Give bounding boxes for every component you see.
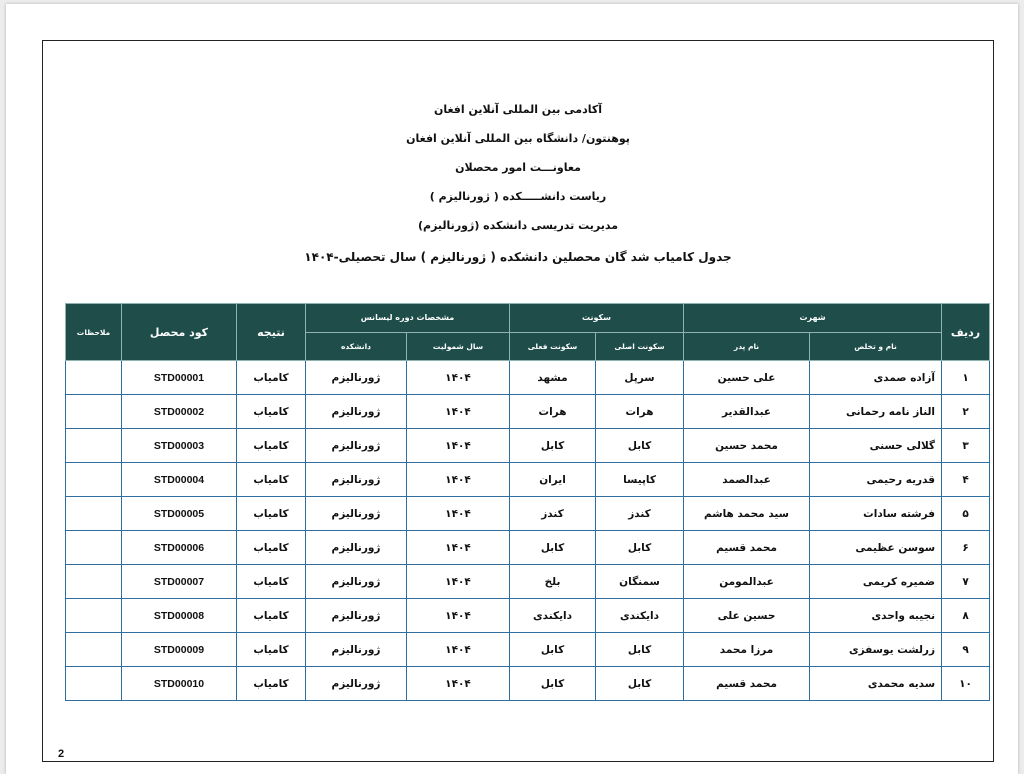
cell-row-number: ۳ [942, 429, 990, 463]
cell-faculty: ژورنالیزم [306, 667, 407, 701]
header-student-code: کود محصل [122, 304, 237, 361]
table-row [66, 531, 990, 565]
cell-father-name: عبدالقدیر [684, 395, 810, 429]
cell-name: الناز نامه رحمانی [810, 395, 942, 429]
cell-current-residence: دایکندی [510, 599, 596, 633]
cell-student-code: STD00009 [122, 633, 237, 667]
cell-original-residence: کابل [596, 667, 684, 701]
cell-name: سدیه محمدی [810, 667, 942, 701]
cell-original-residence: کندز [596, 497, 684, 531]
table-row [66, 633, 990, 667]
cell-enrollment-year: ۱۴۰۴ [407, 361, 510, 395]
header-bachelor: مشخصات دوره لیسانس [306, 304, 510, 333]
table-row [66, 395, 990, 429]
cell-father-name: حسین علی [684, 599, 810, 633]
cell-result: کامیاب [237, 599, 306, 633]
cell-father-name: عبدالصمد [684, 463, 810, 497]
cell-result: کامیاب [237, 565, 306, 599]
cell-notes [66, 599, 122, 633]
cell-current-residence: کندز [510, 497, 596, 531]
cell-row-number: ۲ [942, 395, 990, 429]
cell-result: کامیاب [237, 463, 306, 497]
cell-student-code: STD00001 [122, 361, 237, 395]
graduates-table [65, 303, 990, 701]
cell-notes [66, 361, 122, 395]
cell-row-number: ۸ [942, 599, 990, 633]
cell-result: کامیاب [237, 395, 306, 429]
cell-notes [66, 497, 122, 531]
cell-current-residence: ایران [510, 463, 596, 497]
cell-notes [66, 531, 122, 565]
cell-enrollment-year: ۱۴۰۴ [407, 531, 510, 565]
cell-current-residence: کابل [510, 633, 596, 667]
cell-row-number: ۶ [942, 531, 990, 565]
cell-row-number: ۹ [942, 633, 990, 667]
cell-faculty: ژورنالیزم [306, 361, 407, 395]
cell-student-code: STD00003 [122, 429, 237, 463]
header-result: نتیجه [237, 304, 306, 361]
cell-father-name: مرزا محمد [684, 633, 810, 667]
document-page [6, 4, 1018, 774]
cell-name: گلالی حسنی [810, 429, 942, 463]
cell-faculty: ژورنالیزم [306, 599, 407, 633]
cell-name: فرشته سادات [810, 497, 942, 531]
deputy-title: معاونـــت امور محصلان [455, 161, 581, 174]
faculty-presidency-title: ریاست دانشـــــکده ( ژورنالیزم ) [429, 190, 607, 203]
cell-name: قدریه رحیمی [810, 463, 942, 497]
header-name: نام و تخلص [810, 332, 942, 361]
cell-original-residence: دایکندی [596, 599, 684, 633]
table-row [66, 667, 990, 701]
cell-original-residence: کابل [596, 531, 684, 565]
cell-enrollment-year: ۱۴۰۴ [407, 599, 510, 633]
table-row [66, 429, 990, 463]
cell-student-code: STD00010 [122, 667, 237, 701]
cell-father-name: محمد حسین [684, 429, 810, 463]
cell-row-number: ۱ [942, 361, 990, 395]
cell-row-number: ۴ [942, 463, 990, 497]
table-row [66, 599, 990, 633]
cell-faculty: ژورنالیزم [306, 497, 407, 531]
cell-student-code: STD00005 [122, 497, 237, 531]
header-father-name: نام پدر [684, 332, 810, 361]
cell-original-residence: هرات [596, 395, 684, 429]
cell-current-residence: مشهد [510, 361, 596, 395]
cell-current-residence: کابل [510, 429, 596, 463]
cell-row-number: ۷ [942, 565, 990, 599]
cell-enrollment-year: ۱۴۰۴ [407, 633, 510, 667]
table-row [66, 463, 990, 497]
cell-student-code: STD00006 [122, 531, 237, 565]
cell-enrollment-year: ۱۴۰۴ [407, 429, 510, 463]
cell-name: نجیبه واحدی [810, 599, 942, 633]
cell-faculty: ژورنالیزم [306, 565, 407, 599]
cell-enrollment-year: ۱۴۰۴ [407, 667, 510, 701]
cell-name: زرلشت یوسفزی [810, 633, 942, 667]
academy-title: آکادمی بین المللی آنلاین افغان [433, 103, 603, 116]
cell-result: کامیاب [237, 667, 306, 701]
university-title: پوهنتون/ دانشگاه بین المللی آنلاین افغان [406, 132, 630, 145]
cell-original-residence: کاپیسا [596, 463, 684, 497]
table-row [66, 497, 990, 531]
header-original-residence: سکونت اصلی [596, 332, 684, 361]
cell-result: کامیاب [237, 531, 306, 565]
cell-current-residence: کابل [510, 667, 596, 701]
header-identity: شهرت [684, 304, 942, 333]
cell-original-residence: سرپل [596, 361, 684, 395]
cell-original-residence: سمنگان [596, 565, 684, 599]
cell-result: کامیاب [237, 633, 306, 667]
teaching-management-title: مدیریت تدریسی دانشکده (ژورنالیزم) [418, 219, 618, 232]
header-faculty: دانشکده [306, 332, 407, 361]
header-residence: سکونت [510, 304, 684, 333]
cell-notes [66, 565, 122, 599]
cell-result: کامیاب [237, 361, 306, 395]
cell-current-residence: هرات [510, 395, 596, 429]
table-row [66, 565, 990, 599]
cell-enrollment-year: ۱۴۰۴ [407, 463, 510, 497]
cell-faculty: ژورنالیزم [306, 531, 407, 565]
cell-notes [66, 633, 122, 667]
cell-enrollment-year: ۱۴۰۴ [407, 565, 510, 599]
cell-student-code: STD00008 [122, 599, 237, 633]
cell-student-code: STD00004 [122, 463, 237, 497]
cell-enrollment-year: ۱۴۰۴ [407, 497, 510, 531]
header-current-residence: سکونت فعلی [510, 332, 596, 361]
cell-father-name: علی حسین [684, 361, 810, 395]
header-enrollment-year: سال شمولیت [407, 332, 510, 361]
header-row-number: ردیف [942, 304, 990, 361]
cell-name: آزاده صمدی [810, 361, 942, 395]
cell-father-name: سید محمد هاشم [684, 497, 810, 531]
page-border [42, 40, 994, 762]
cell-result: کامیاب [237, 429, 306, 463]
table-title: جدول کامیاب شد گان محصلین دانشکده ( ژورنالیزم ) سال تحصیلی-۱۴۰۴ [304, 250, 732, 264]
cell-faculty: ژورنالیزم [306, 395, 407, 429]
cell-name: سوسن عظیمی [810, 531, 942, 565]
cell-result: کامیاب [237, 497, 306, 531]
cell-current-residence: بلخ [510, 565, 596, 599]
header-notes: ملاحظات [66, 304, 122, 361]
cell-enrollment-year: ۱۴۰۴ [407, 395, 510, 429]
cell-faculty: ژورنالیزم [306, 463, 407, 497]
cell-notes [66, 667, 122, 701]
cell-father-name: محمد قسیم [684, 531, 810, 565]
cell-notes [66, 463, 122, 497]
table-row [66, 361, 990, 395]
cell-student-code: STD00007 [122, 565, 237, 599]
cell-notes [66, 429, 122, 463]
cell-notes [66, 395, 122, 429]
cell-faculty: ژورنالیزم [306, 429, 407, 463]
cell-faculty: ژورنالیزم [306, 633, 407, 667]
cell-row-number: ۵ [942, 497, 990, 531]
cell-name: ضمیره کریمی [810, 565, 942, 599]
cell-father-name: عبدالمومن [684, 565, 810, 599]
cell-father-name: محمد قسیم [684, 667, 810, 701]
cell-student-code: STD00002 [122, 395, 237, 429]
cell-row-number: ۱۰ [942, 667, 990, 701]
cell-original-residence: کابل [596, 429, 684, 463]
page-number: 2 [58, 748, 65, 760]
cell-current-residence: کابل [510, 531, 596, 565]
cell-original-residence: کابل [596, 633, 684, 667]
